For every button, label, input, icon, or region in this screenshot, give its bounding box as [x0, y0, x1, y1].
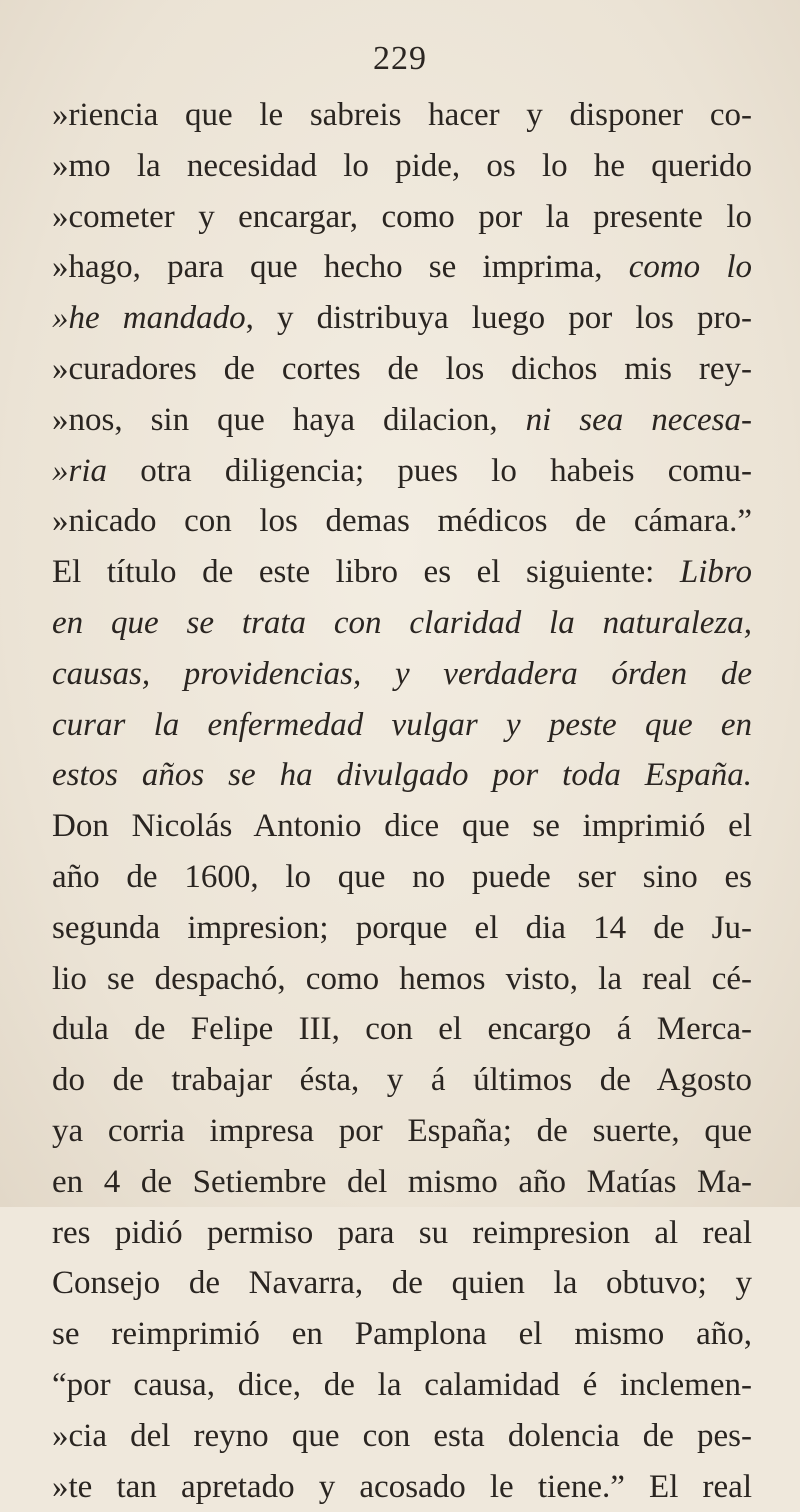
text-line: [52, 1208, 752, 1259]
text-line: [52, 1309, 752, 1360]
text-run: ya corria impresa por España; de suerte, que: [52, 1112, 752, 1149]
text-run: »cometer y encargar, como por la presente lo: [52, 198, 752, 235]
text-run: do de trabajar ésta, y á últimos de Agosto: [52, 1062, 752, 1099]
text-run: lio se despachó, como hemos visto, la real cé-: [52, 960, 752, 997]
text-run: , y distribuya luego por los pro-: [245, 300, 752, 337]
text-line: [52, 1258, 752, 1309]
text-line: [52, 90, 752, 141]
text-line: [52, 1055, 752, 1106]
body-text: [52, 90, 752, 1512]
text-run: »nicado con los demas médicos de cámara.”: [52, 503, 752, 540]
text-run: otra diligencia; pues lo habeis comu-: [107, 452, 752, 489]
text-line: [52, 954, 752, 1005]
italic-text: ni sea necesa-: [525, 401, 752, 438]
text-run: »curadores de cortes de los dichos mis rey-: [52, 350, 752, 387]
text-run: »riencia que le sabreis hacer y disponer co-: [52, 97, 752, 133]
text-line: [52, 446, 752, 497]
text-run: El título de este libro es el siguiente:: [52, 554, 680, 591]
italic-text: »he mandado: [52, 300, 246, 337]
text-line: [52, 141, 752, 192]
text-run: »hago, para que hecho se imprima,: [52, 249, 629, 286]
text-line: [52, 344, 752, 395]
text-run: se reimprimió en Pamplona el mismo año,: [52, 1316, 752, 1353]
text-line: [52, 496, 752, 547]
text-line: [52, 903, 752, 954]
text-run: segunda impresion; porque el dia 14 de Ju-: [52, 909, 752, 946]
text-line: [52, 1004, 752, 1055]
text-run: año de 1600, lo que no puede ser sino es: [52, 858, 752, 895]
text-line: [52, 1360, 752, 1411]
text-run: Don Nicolás Antonio dice que se imprimió el: [52, 808, 752, 845]
text-line: [52, 700, 752, 751]
italic-text: curar la enfermedad vulgar y peste que en: [52, 706, 752, 743]
text-line: [52, 1411, 752, 1462]
text-line: [52, 192, 752, 243]
text-line: [52, 1106, 752, 1157]
page-number: 229: [373, 40, 427, 77]
italic-text: como lo: [628, 249, 753, 286]
text-run: res pidió permiso para su reimpresion al real: [52, 1214, 752, 1251]
text-line: [52, 1462, 752, 1512]
italic-text: »ria: [52, 452, 108, 489]
italic-text: estos años se ha divulgado por toda España.: [52, 757, 752, 794]
text-run: Consejo de Navarra, de quien la obtuvo; y: [52, 1265, 752, 1302]
text-run: en 4 de Setiembre del mismo año Matías Ma-: [52, 1163, 752, 1200]
italic-text: causas, providencias, y verdadera órden de: [52, 655, 752, 692]
italic-text: Libro: [679, 554, 752, 591]
text-line: [52, 649, 752, 700]
text-line: [52, 547, 752, 598]
text-line: [52, 598, 752, 649]
text-run: dula de Felipe III, con el encargo á Merca-: [52, 1011, 752, 1048]
italic-text: en que se trata con claridad la naturaleza,: [52, 604, 752, 641]
text-run: »te tan apretado y acosado le tiene.” El real: [52, 1468, 752, 1505]
text-run: “por causa, dice, de la calamidad é inclemen-: [52, 1366, 752, 1403]
text-line: [52, 801, 752, 852]
text-run: »nos, sin que haya dilacion,: [52, 401, 526, 438]
text-line: [52, 750, 752, 801]
text-line: [52, 852, 752, 903]
text-run: »cia del reyno que con esta dolencia de pes-: [52, 1417, 752, 1454]
text-run: »mo la necesidad lo pide, os lo he querido: [52, 147, 752, 184]
text-line: [52, 1157, 752, 1208]
text-line: [52, 242, 752, 293]
text-line: [52, 293, 752, 344]
text-line: [52, 395, 752, 446]
